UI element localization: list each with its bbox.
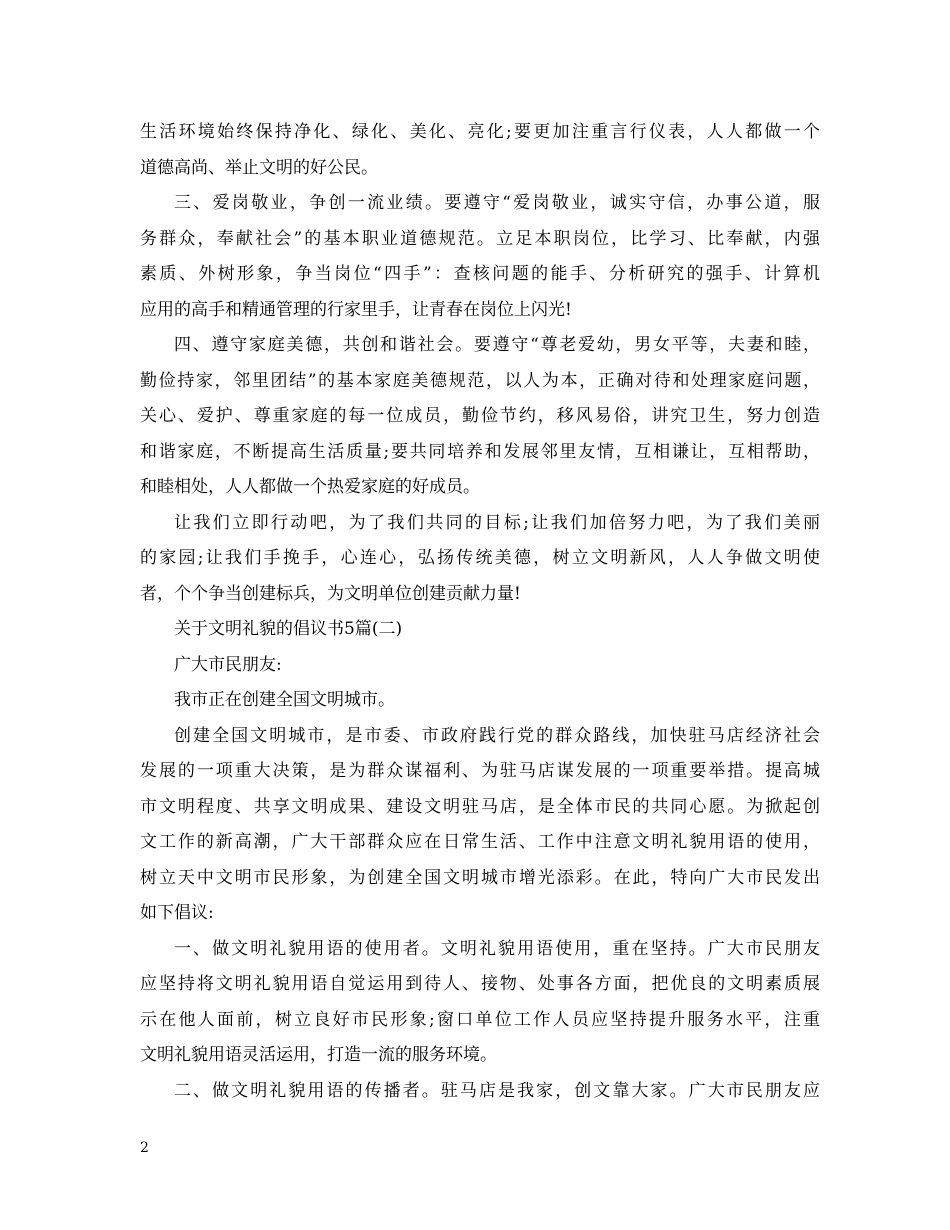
text-line-25: 应坚持将文明礼貌用语自觉运用到待人、接物、处事各方面，把优良的文明素质展 — [140, 974, 820, 994]
text-line-17: 我市正在创建全国文明城市。 — [174, 690, 395, 710]
text-line-23: 如下倡议: — [140, 903, 214, 923]
text-line-28: 二、做文明礼貌用语的传播者。驻马店是我家，创文靠大家。广大市民朋友应 — [174, 1080, 820, 1101]
text-line-19: 发展的一项重大决策，是为群众谋福利、为驻马店谋发展的一项重要举措。提高城 — [140, 761, 820, 781]
text-line-9: 关心、爱护、尊重家庭的每一位成员，勤俭节约，移风易俗，讲究卫生，努力创造 — [140, 406, 820, 426]
text-line-18: 创建全国文明城市，是市委、市政府践行党的群众路线，加快驻马店经济社会 — [174, 725, 820, 746]
text-line-11: 和睦相处，人人都做一个热爱家庭的好成员。 — [140, 477, 480, 497]
text-line-22: 树立天中文明市民形象，为创建全国文明城市增光添彩。在此，特向广大市民发出 — [140, 867, 820, 888]
text-line-3: 三、爱岗敬业，争创一流业绩。要遵守“爱岗敬业，诚实守信，办事公道，服 — [174, 193, 820, 213]
text-line-10: 和谐家庭，不断提高生活质量;要共同培养和发展邻里友情，互相谦让，互相帮助， — [140, 441, 820, 462]
document-body — [140, 115, 820, 1109]
text-line-12: 让我们立即行动吧，为了我们共同的目标;让我们加倍努力吧，为了我们美丽 — [174, 512, 820, 533]
text-line-8: 勤俭持家，邻里团结”的基本家庭美德规范，以人为本，正确对待和处理家庭问题， — [140, 370, 820, 391]
text-line-1: 生活环境始终保持净化、绿化、美化、亮化;要更加注重言行仪表，人人都做一个 — [140, 122, 820, 142]
text-line-20: 市文明程度、共享文明成果、建设文明驻马店，是全体市民的共同心愿。为掀起创 — [140, 796, 820, 817]
text-line-14: 者，个个争当创建标兵，为文明单位创建贡献力量! — [140, 583, 521, 604]
text-line-6: 应用的高手和精通管理的行家里手，让青春在岗位上闪光! — [140, 299, 572, 320]
text-line-26: 示在他人面前，树立良好市民形象;窗口单位工作人员应坚持提升服务水平，注重 — [140, 1009, 820, 1030]
text-line-2: 道德高尚、举止文明的好公民。 — [140, 157, 378, 178]
text-line-7: 四、遵守家庭美德，共创和谐社会。要遵守“尊老爱幼，男女平等，夫妻和睦， — [174, 335, 820, 355]
salutation: 广大市民朋友: — [174, 654, 282, 675]
text-line-24: 一、做文明礼貌用语的使用者。文明礼貌用语使用，重在坚持。广大市民朋友 — [174, 938, 820, 959]
text-line-5: 素质、外树形象，争当岗位“四手”：查核问题的能手、分析研究的强手、计算机 — [140, 264, 820, 284]
text-line-13: 的家园;让我们手挽手，心连心，弘扬传统美德，树立文明新风，人人争做文明使 — [140, 548, 820, 568]
section-heading: 关于文明礼貌的倡议书5篇(二) — [174, 619, 403, 639]
page-number: 2 — [140, 1140, 149, 1156]
text-line-21: 文工作的新高潮，广大干部群众应在日常生活、工作中注意文明礼貌用语的使用， — [140, 832, 820, 852]
text-line-27: 文明礼貌用语灵活运用，打造一流的服务环境。 — [140, 1045, 497, 1065]
text-line-4: 务群众，奉献社会”的基本职业道德规范。立足本职岗位，比学习、比奉献，内强 — [140, 228, 820, 249]
